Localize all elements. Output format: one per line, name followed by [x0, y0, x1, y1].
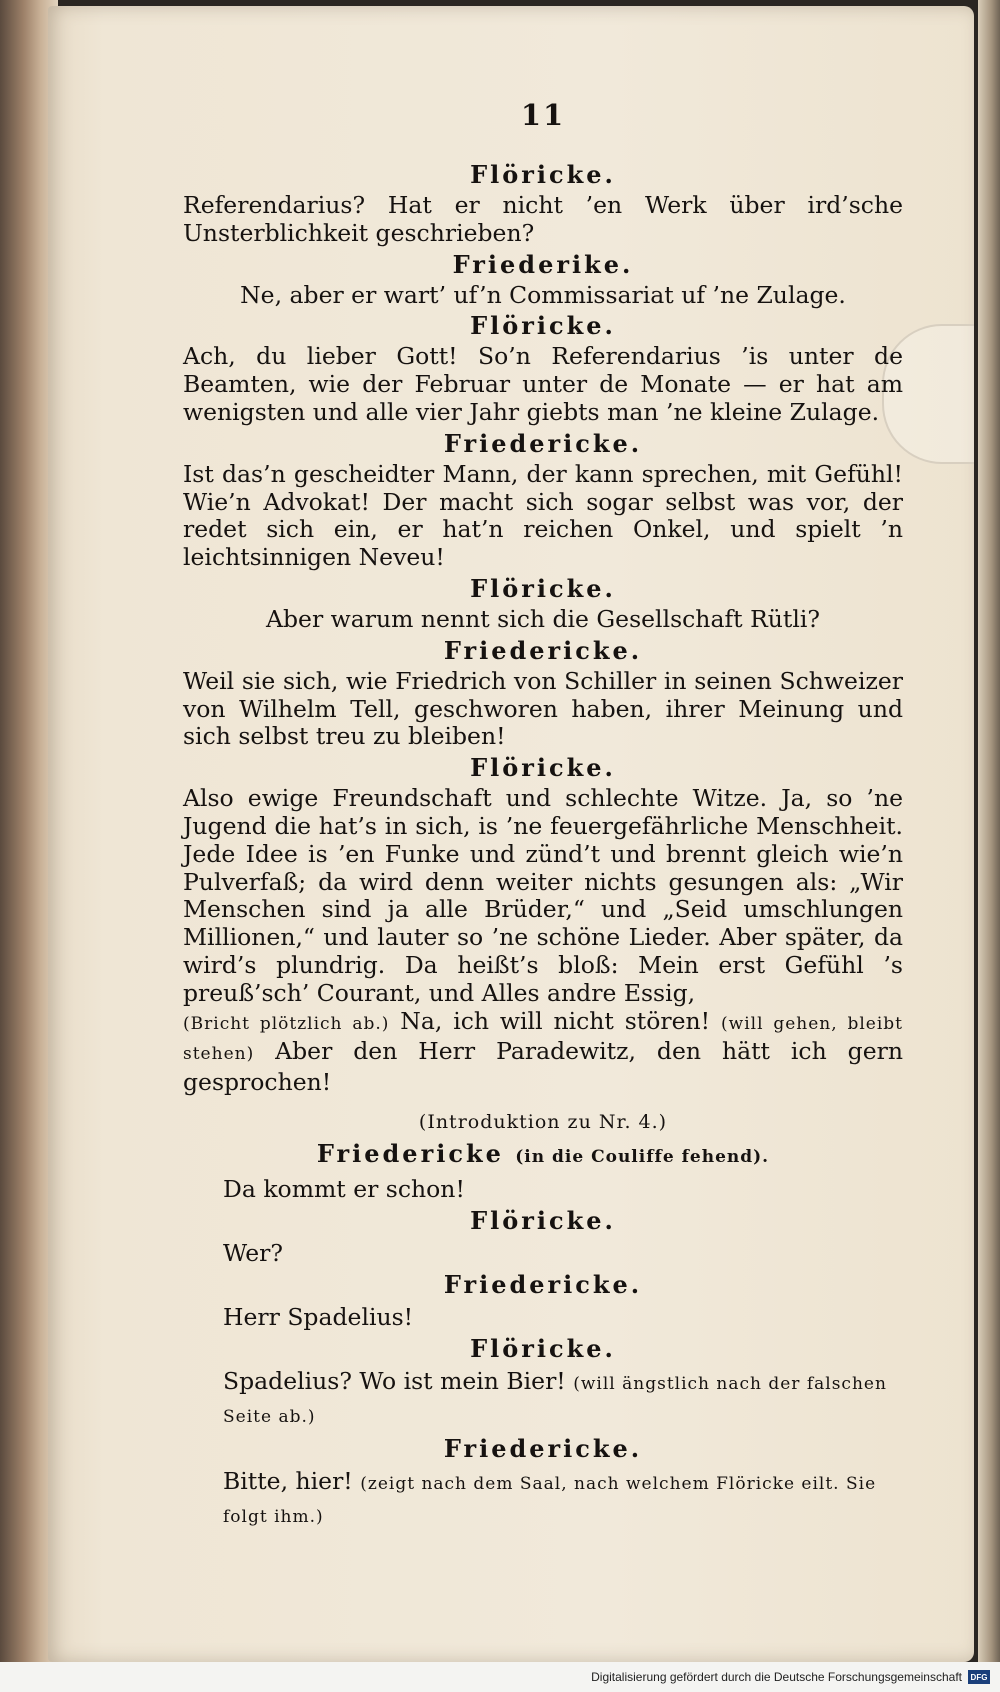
page-number: 11 — [520, 98, 566, 132]
dialogue-line: Ne, aber er wart’ uf’n Commissariat uf ’ne Zulage. — [240, 280, 846, 309]
dialogue-line: Ist das’n gescheidter Mann, der kann sprechen, mit Gefühl! Wie’n Advokat! Der macht sich sogar selbst was vor, der redet sich ein, er hat’n reichen Onkel, und spielt ’n leichtsinnigen Neveu! — [183, 459, 903, 572]
dialogue-text: Spadelius? Wo ist mein Bier! — [223, 1366, 566, 1395]
dialogue-line-with-stage-directions — [183, 1466, 903, 1532]
speaker-heading: Flöricke. — [470, 753, 616, 783]
dialogue-line: Da kommt er schon! — [223, 1174, 465, 1203]
dialogue-line: Herr Spadelius! — [223, 1302, 414, 1331]
dialogue-line: Weil sie sich, wie Friedrich von Schiller in seinen Schweizer von Wilhelm Tell, geschworen haben, ihrer Meinung und sich selbst treu zu bleiben! — [183, 666, 903, 751]
speaker-heading: Flöricke. — [470, 1205, 616, 1235]
page-content — [183, 98, 903, 1532]
dialogue-line: Wer? — [223, 1238, 283, 1267]
speaker-heading: Flöricke. — [470, 1333, 616, 1363]
speaker-heading: Friederike. — [452, 249, 634, 279]
dialogue-line: Aber warum nennt sich die Gesellschaft Rütli? — [266, 604, 820, 633]
speaker-heading: Flöricke. — [470, 573, 616, 603]
speaker-heading: Friedericke. — [443, 1433, 643, 1463]
dialogue-text: Bitte, hier! — [223, 1466, 353, 1495]
stage-direction: (Bricht plötzlich ab.) — [183, 1013, 390, 1034]
stage-direction: (will gehen, bleibt stehen) — [183, 1013, 903, 1065]
stage-direction: (zeigt nach dem Saal, nach welchem Flöricke eilt. Sie folgt ihm.) — [223, 1473, 877, 1527]
footer-credit: Digitalisierung gefördert durch die Deutsche Forschungsgemeinschaft — [591, 1670, 962, 1684]
speaker-heading: Friedericke. — [443, 635, 643, 665]
book-page — [48, 6, 974, 1662]
digitization-footer — [0, 1662, 1000, 1692]
speaker-heading: Flöricke. — [470, 311, 616, 341]
music-cue: (Introduktion zu Nr. 4.) — [418, 1110, 668, 1133]
dialogue-text: Aber den Herr Paradewitz, den hätt ich gern gesprochen! — [183, 1037, 903, 1097]
dialogue-line-with-stage-directions — [183, 1366, 903, 1432]
speaker-heading: Friedericke. — [443, 1269, 643, 1299]
dfg-logo-icon: DFG — [968, 1670, 990, 1684]
dialogue-text: Na, ich will nicht stören! — [389, 1006, 722, 1035]
speaker-heading: Friedericke (in die Couliffe fehend). — [316, 1138, 770, 1168]
dialogue-line: Also ewige Freundschaft und schlechte Witze. Ja, so ’ne Jugend die hat’s in sich, is ’ne feuergefährliche Menschheit. Jede Idee is ’en Funke und zünd’t und brennt gleich wie’n Pulverfaß; da wird denn weiter nichts gesungen als: „Wir Menschen sind ja alle Brüder,“ und „Seid umschlungen Millionen,“ und lauter so ’ne schöne Lieder. Aber später, da wird’s plundrig. Da heißt’s bloß: Mein erst Gefühl ’s preuß’sch’ Courant, und Alles andre Essig, — [183, 784, 903, 1007]
speaker-heading: Flöricke. — [470, 160, 616, 189]
dialogue-line: Referendarius? Hat er nicht ’en Werk über ird’sche Unsterblichkeit geschrieben? — [183, 191, 903, 247]
dialogue-line-with-stage-directions — [183, 1008, 903, 1097]
page-stack-edge — [978, 0, 1000, 1692]
speaker-heading: Friedericke. — [443, 428, 643, 458]
stage-direction: (will ängstlich nach der falschen Seite ab.) — [223, 1373, 887, 1427]
dialogue-line: Ach, du lieber Gott! So’n Referendarius ’is unter de Beamten, wie der Februar unter de Monate — er hat am wenigsten und alle vier Jahr giebts man ’ne kleine Zulage. — [183, 342, 903, 426]
stage-direction: (in die Couliffe fehend). — [515, 1146, 770, 1167]
